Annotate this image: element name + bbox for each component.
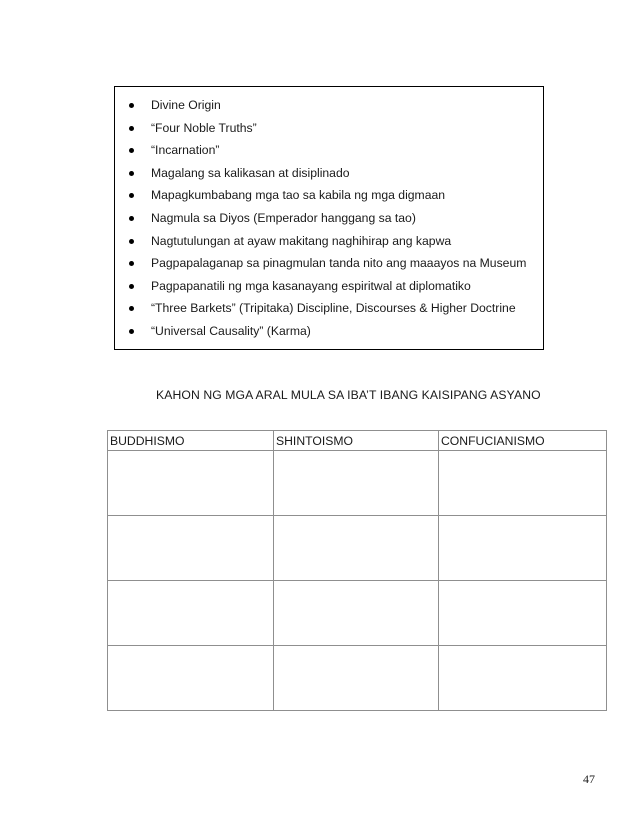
bullet-item-text: Divine Origin	[151, 98, 221, 112]
bullet-icon	[129, 284, 134, 289]
table-cell[interactable]	[108, 516, 274, 581]
table-row	[108, 516, 607, 581]
bullet-icon	[129, 329, 134, 334]
bullet-item	[115, 164, 543, 187]
bullet-item-text: “Incarnation”	[151, 143, 220, 158]
table-cell[interactable]	[108, 581, 274, 646]
column-header-shintoismo: SHINTOISMO	[274, 431, 439, 451]
bullet-item-text: “Universal Causality” (Karma)	[151, 323, 311, 338]
bullet-item-text: Nagmula sa Diyos (Emperador hanggang sa tao)	[151, 210, 416, 225]
bullet-item	[115, 209, 543, 232]
table-cell[interactable]	[274, 646, 439, 711]
bullet-item-text: Magalang sa kalikasan at disiplinado	[151, 165, 350, 180]
bullet-item-text: “Four Noble Truths”	[151, 120, 257, 135]
bullet-item-text: Pagpapalaganap sa pinagmulan tanda nito ang maaayos na Museum	[151, 256, 527, 271]
bullet-icon	[129, 261, 134, 266]
table-row	[108, 646, 607, 711]
table-cell[interactable]	[439, 581, 607, 646]
bullet-item-text: Pagpapanatili ng mga kasanayang espiritwal at diplomatiko	[151, 278, 471, 293]
table-row	[108, 451, 607, 516]
table-cell[interactable]	[108, 451, 274, 516]
bullet-list	[115, 96, 543, 345]
bullet-item	[115, 96, 543, 119]
table-cell[interactable]	[439, 516, 607, 581]
teachings-table	[107, 430, 607, 711]
bullet-icon	[129, 239, 134, 244]
bullet-item-text: Nagtutulungan at ayaw makitang naghihirap ang kapwa	[151, 233, 452, 248]
table-cell[interactable]	[274, 581, 439, 646]
section-heading: KAHON NG MGA ARAL MULA SA IBA’T IBANG KAISIPANG ASYANO	[156, 388, 541, 402]
bullet-box	[114, 86, 544, 350]
bullet-icon	[129, 126, 134, 131]
bullet-icon	[129, 306, 134, 311]
bullet-item	[115, 254, 543, 277]
bullet-item	[115, 277, 543, 300]
bullet-item-text: “Three Barkets” (Tripitaka) Discipline, Discourses & Higher Doctrine	[151, 301, 516, 316]
table-cell[interactable]	[439, 646, 607, 711]
column-header-buddhismo: BUDDHISMO	[108, 431, 274, 451]
bullet-item	[115, 141, 543, 164]
table-cell[interactable]	[439, 451, 607, 516]
bullet-item	[115, 186, 543, 209]
bullet-icon	[129, 216, 134, 221]
bullet-item	[115, 299, 543, 322]
table-header-row	[108, 431, 607, 451]
bullet-item-text: Mapagkumbabang mga tao sa kabila ng mga digmaan	[151, 188, 446, 203]
table-cell[interactable]	[274, 516, 439, 581]
page-number: 47	[583, 772, 595, 786]
bullet-item	[115, 232, 543, 255]
column-header-confucianismo: CONFUCIANISMO	[439, 431, 607, 451]
table-cell[interactable]	[108, 646, 274, 711]
bullet-item	[115, 322, 543, 345]
bullet-icon	[129, 193, 134, 198]
table-row	[108, 581, 607, 646]
table-cell[interactable]	[274, 451, 439, 516]
bullet-icon	[129, 171, 134, 176]
bullet-icon	[129, 148, 134, 153]
bullet-item	[115, 119, 543, 142]
bullet-icon	[129, 103, 134, 108]
